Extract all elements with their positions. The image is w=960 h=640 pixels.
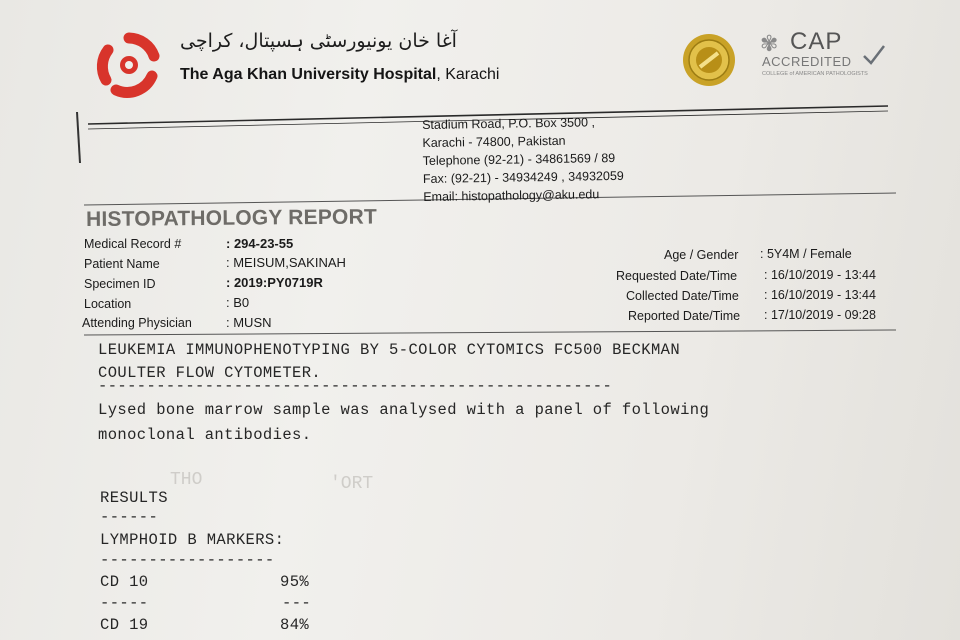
cap-title: CAP xyxy=(790,28,843,55)
requested-value: : 16/10/2019 - 13:44 xyxy=(764,268,876,282)
patient-name-label: Patient Name xyxy=(84,257,160,271)
section-divider: ----------------------------------------------------- xyxy=(98,377,613,395)
mrn-value: : 294-23-55 xyxy=(226,236,294,251)
show-through-text: THO xyxy=(170,470,203,490)
lymphoid-b-underline: ------------------ xyxy=(100,551,275,569)
marker-underline: ----- xyxy=(100,594,149,612)
marker-value-underline: --- xyxy=(282,594,312,612)
location-value: : B0 xyxy=(226,295,250,310)
mrn-label: Medical Record # xyxy=(84,237,182,251)
specimen-id-value: : 2019:PY0719R xyxy=(226,275,323,290)
hospital-address xyxy=(422,113,624,206)
hospital-name-urdu: آغا خان یونیورسٹی ہسپتال، کراچی xyxy=(180,30,457,52)
age-gender-value: : 5Y4M / Female xyxy=(760,247,852,261)
requested-label: Requested Date/Time xyxy=(616,269,738,283)
reported-value: : 17/10/2019 - 09:28 xyxy=(764,308,876,322)
cap-college: COLLEGE of AMERICAN PATHOLOGISTS xyxy=(762,71,868,77)
specimen-id-label: Specimen ID xyxy=(84,277,156,291)
location-label: Location xyxy=(84,297,132,311)
test-description: LEUKEMIA IMMUNOPHENOTYPING BY 5-COLOR CYTOMICS FC500 BECKMAN xyxy=(98,341,681,359)
reported-label: Reported Date/Time xyxy=(628,309,741,323)
test-description-cont: COULTER FLOW CYTOMETER. xyxy=(98,364,322,382)
physician-value: : MUSN xyxy=(226,315,272,330)
physician-label: Attending Physician xyxy=(82,316,192,330)
address-line: Karachi - 74800, Pakistan xyxy=(422,133,566,150)
cap-accredited: ACCREDITED xyxy=(762,54,852,69)
hospital-name-bold: The Aga Khan University Hospital xyxy=(180,66,437,83)
sample-note-cont: monoclonal antibodies. xyxy=(98,426,312,444)
age-gender-label: Age / Gender xyxy=(664,248,739,262)
lymphoid-b-heading: LYMPHOID B MARKERS: xyxy=(100,531,285,549)
address-line: Stadium Road, P.O. Box 3500 , xyxy=(422,115,596,132)
show-through-text: 'ORT xyxy=(330,474,374,494)
patient-name-value: : MEISUM,SAKINAH xyxy=(226,255,346,270)
hospital-city: , Karachi xyxy=(436,66,500,83)
sample-note: Lysed bone marrow sample was analysed with a panel of following xyxy=(98,401,710,419)
results-heading: RESULTS xyxy=(100,489,168,507)
collected-label: Collected Date/Time xyxy=(626,289,739,303)
address-line: Telephone (92-21) - 34861569 / 89 xyxy=(422,150,616,168)
address-line: Email: histopathology@aku.edu xyxy=(423,187,600,204)
marker-value: 84% xyxy=(280,616,310,634)
cap-emblem-icon: ✾ xyxy=(760,32,779,57)
collected-value: : 16/10/2019 - 13:44 xyxy=(764,288,876,302)
report-title: HISTOPATHOLOGY REPORT xyxy=(86,205,378,231)
marker-name: CD 19 xyxy=(100,616,149,634)
marker-value: 95% xyxy=(280,573,310,591)
results-underline: ------ xyxy=(100,508,159,526)
marker-name: CD 10 xyxy=(100,573,149,591)
address-line: Fax: (92-21) - 34934249 , 34932059 xyxy=(422,168,624,186)
